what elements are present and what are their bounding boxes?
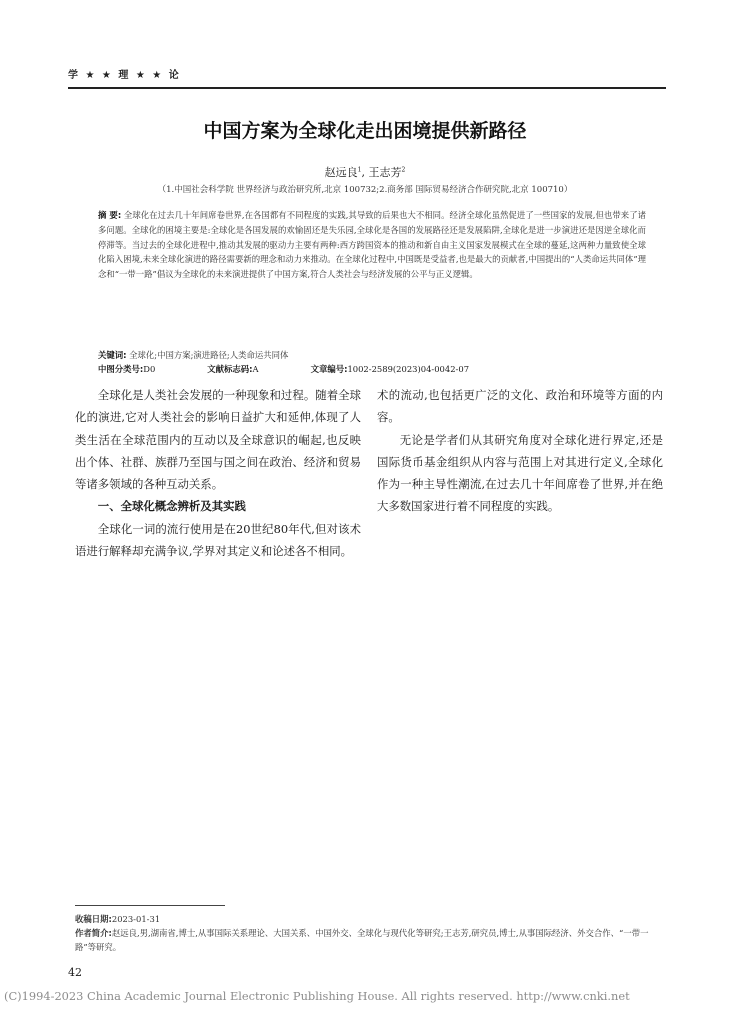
abstract-label: 摘 要: [98,210,122,220]
body-column-left [75,384,361,562]
article-id-value: 1002-2589(2023)04-0042-07 [347,364,470,374]
author-bio-text: 赵远良,男,湖南省,博士,从事国际关系理论、大国关系、中国外交、全球化与现代化等研究;王志芳,研究员,博士,从事国际经济、外交合作、“一带一路”等研究。 [75,928,649,952]
footnote [75,912,666,954]
author-name: 王志芳 [368,166,402,179]
keywords-label: 关键词: [98,350,127,360]
affiliation: （1.中国社会科学院 世界经济与政治研究所,北京 100732;2.商务部 国际贸易经济合作研究院,北京 100710） [157,185,573,195]
journal-header: 学 ★ ★ 理 ★ ★ 论 [68,70,181,81]
author-bio-label: 作者简介: [75,928,112,938]
clc-value: D0 [143,364,156,374]
body-paragraph: 无论是学者们从其研究角度对全球化进行界定,还是国际货币基金组织从内容与范围上对其进行定义,全球化作为一种主导性潮流,在过去几十年间席卷了世界,并在绝大多数国家进行着不同程度的实践。 [377,432,663,514]
authors-line: 赵远良$^1$, 王志芳$^2$ [324,166,406,179]
author-sup: 1 [357,166,362,174]
body-paragraph: 全球化是人类社会发展的一种现象和过程。随着全球化的演进,它对人类社会的影响日益扩大和延伸,体现了人类生活在全球范围内的互动以及全球意识的崛起,也反映出个体、社群、族群乃至国与国之间在政治、经济和贸易等诸多领域的各种互动关系。 [75,388,361,492]
clc-label: 中图分类号: [98,364,144,374]
author-bio [75,926,666,954]
article-id-label: 文章编号: [310,364,348,374]
received-value: 2023-01-31 [111,914,161,924]
clc-field [98,363,155,375]
body-column-right [377,384,663,518]
keywords [98,349,646,361]
received-label: 收稿日期: [75,914,112,924]
author-sup: 2 [401,166,406,174]
keywords-text: 全球化;中国方案;演进路径;人类命运共同体 [129,350,289,360]
catalog-line [98,363,646,375]
abstract [98,208,646,282]
article-id-field [311,363,469,375]
doc-code-value: A [252,364,259,374]
header-rule [68,87,666,89]
body-paragraph: 术的流动,也包括更广泛的文化、政治和环境等方面的内容。 [377,388,663,425]
article-title: 中国方案为全球化走出困境提供新路径 [203,120,527,142]
footnote-rule [75,905,225,906]
author-name: 赵远良 [324,166,358,179]
section-heading: 一、全球化概念辨析及其实践 [97,499,246,514]
copyright-footer: (C)1994-2023 China Academic Journal Electronic Publishing House. All rights reserved. http://www.cnki.net [4,989,630,1003]
doc-code-label: 文献标志码: [207,364,253,374]
doc-code-field [207,363,258,375]
page-number: 42 [68,966,82,979]
received-date [75,912,666,926]
body-paragraph: 全球化一词的流行使用是在20世纪80年代,但对该术语进行解释却充满争议,学界对其定义和论述各不相同。 [75,521,361,559]
abstract-text: 全球化在过去几十年间席卷世界,在各国都有不同程度的实践,其导致的后果也大不相同。经济全球化虽然促进了一些国家的发展,但也带来了诸多问题。全球化的困境主要是:全球化是各国发展的欢愉固还是失乐园,全球化是各国的发展路径还是发展陷阱,全球化是进一步演进还是因逆全球化而停滞等。当过去的全球化进程中,推动其发展的驱动力主要有两种:西方跨国资本的推动和新自由主义国家发展模式在全球的蔓延,这两种力量致使全球化陷入困境,未来全球化演进的路径需要新的理念和动力来推动。在全球化过程中,中国既是受益者,也是最大的贡献者,中国提出的“人类命运共同体”理念和“一带一路”倡议为全球化的未来演进提供了中国方案,符合人类社会与经济发展的公平与正义逻辑。 [98,210,646,280]
